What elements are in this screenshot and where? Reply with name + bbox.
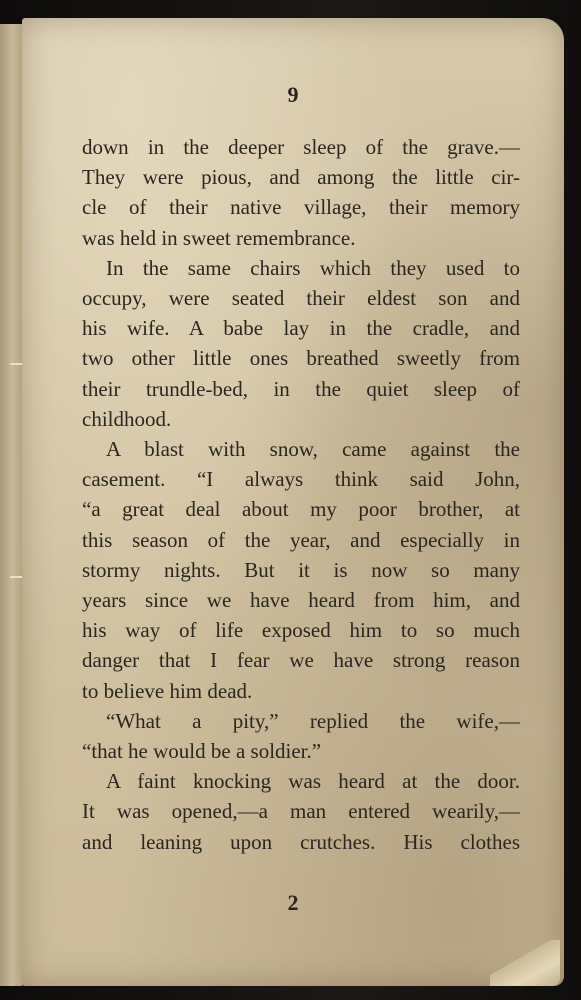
text-line: their trundle-bed, in the quiet sleep of: [82, 376, 520, 401]
previous-page-edge: [0, 24, 23, 986]
text-line: danger that I fear we have strong reason: [82, 648, 520, 673]
text-line: In the same chairs which they used to: [106, 255, 520, 280]
text-line: “a great deal about my poor brother, at: [82, 497, 520, 522]
text-line: A faint knocking was heard at the door.: [106, 769, 520, 794]
text-line: childhood.: [82, 406, 172, 431]
text-line: casement. “I always think said John,: [82, 467, 520, 492]
text-line: his way of life exposed him to so much: [82, 618, 520, 643]
page-curl: [490, 940, 560, 986]
text-line: cle of their native village, their memory: [82, 195, 520, 220]
text-line: his wife. A babe lay in the cradle, and: [82, 316, 520, 341]
text-line: occupy, were seated their eldest son and: [82, 286, 520, 311]
text-line: It was opened,—a man entered wearily,—: [82, 799, 520, 824]
text-line: A blast with snow, came against the: [106, 437, 520, 462]
text-line: “that he would be a soldier.”: [82, 739, 322, 764]
text-line: this season of the year, and especially in: [82, 527, 520, 552]
text-line: and leaning upon crutches. His clothes: [82, 829, 520, 854]
text-line: was held in sweet remembrance.: [82, 225, 356, 250]
text-line: down in the deeper sleep of the grave.—: [82, 135, 520, 159]
text-line: years since we have heard from him, and: [82, 588, 520, 613]
signature-mark: 2: [287, 890, 299, 915]
text-line: to believe him dead.: [82, 678, 253, 703]
text-line: They were pious, and among the little cir-: [82, 165, 520, 190]
book-page: [22, 18, 564, 986]
text-line: two other little ones breathed sweetly from: [82, 346, 520, 371]
page-text: [82, 132, 520, 857]
text-line: stormy nights. But it is now so many: [82, 557, 520, 582]
text-line: “What a pity,” replied the wife,—: [106, 708, 520, 733]
page-number: 9: [287, 82, 299, 107]
